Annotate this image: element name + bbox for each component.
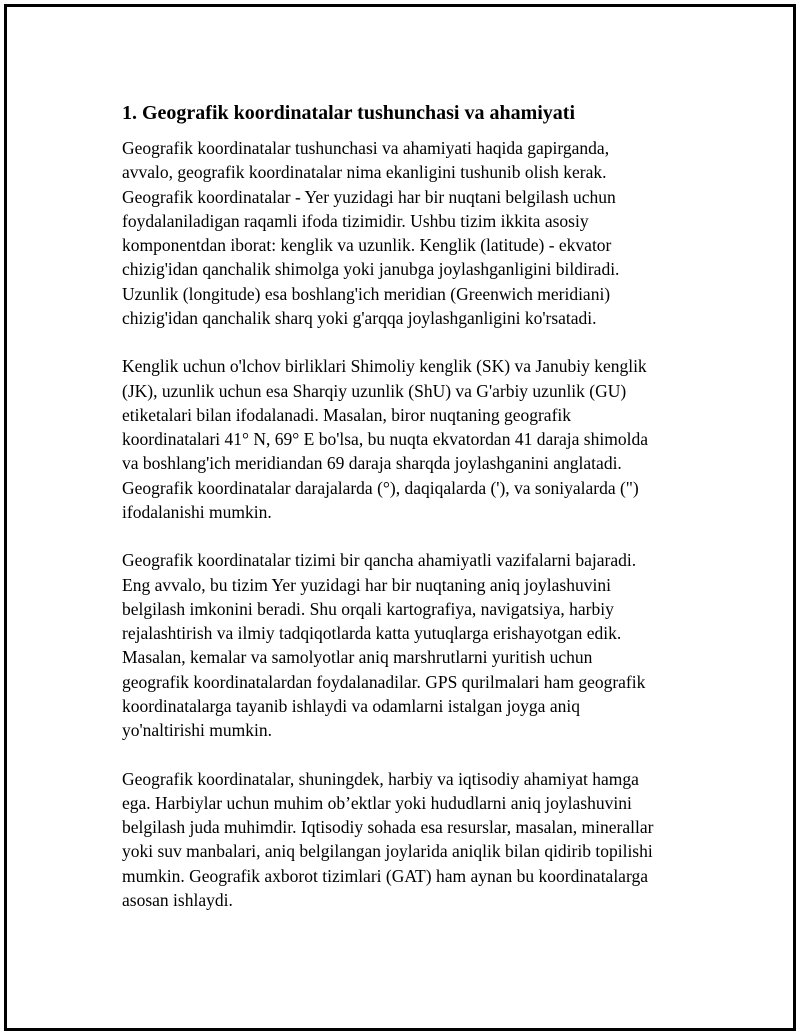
paragraph-line: yoki suv manbalari, aniq belgilangan joylarida aniqlik bilan qidirib topilishi: [122, 841, 653, 862]
paragraph-line: Uzunlik (longitude) esa boshlang'ich meridian (Greenwich meridiani): [122, 283, 611, 304]
paragraph-line: etiketalari bilan ifodalanadi. Masalan, biror nuqtaning geografik: [122, 404, 572, 425]
paragraph-line: asosan ishlaydi.: [122, 889, 233, 910]
paragraph-line: va boshlang'ich meridiandan 69 daraja sharqda joylashganini anglatadi.: [122, 453, 622, 474]
paragraph-line: belgilash imkonini beradi. Shu orqali kartografiya, navigatsiya, harbiy: [122, 598, 614, 619]
paragraph-line: (JK), uzunlik uchun esa Sharqiy uzunlik (ShU) va G'arbiy uzunlik (GU): [122, 380, 627, 401]
document-body: [122, 99, 692, 936]
paragraph-list: [122, 136, 692, 912]
page-frame: [4, 4, 796, 1031]
paragraph-line: koordinatalarga tayanib ishlaydi va odamlarni istalgan joyga aniq: [122, 695, 580, 716]
paragraph-line: komponentdan iborat: kenglik va uzunlik. Kenglik (latitude) - ekvator: [122, 235, 612, 255]
paragraph-line: Geografik koordinatalar darajalarda (°), daqiqalarda ('), va soniyalarda ("): [122, 477, 639, 498]
paragraph-line: Geografik koordinatalar - Yer yuzidagi har bir nuqtani belgilash uchun: [122, 186, 616, 207]
paragraph: [122, 767, 692, 913]
paragraph-line: Eng avvalo, bu tizim Yer yuzidagi har bir nuqtaning aniq joylashuvini: [122, 574, 611, 595]
paragraph-line: Geografik koordinatalar tizimi bir qancha ahamiyatli vazifalarni bajaradi.: [122, 550, 637, 571]
paragraph-line: chizig'idan qanchalik shimolga yoki janubga joylashganligini bildiradi.: [122, 259, 620, 280]
section-heading: 1. Geografik koordinatalar tushunchasi va ahamiyati: [122, 102, 576, 124]
paragraph-line: Kenglik uchun o'lchov birliklari Shimoliy kenglik (SK) va Janubiy kenglik: [122, 356, 647, 377]
paragraph-line: mumkin. Geografik axborot tizimlari (GAT) ham aynan bu koordinatalarga: [122, 865, 648, 886]
paragraph-line: belgilash juda muhimdir. Iqtisodiy sohada esa resurslar, masalan, minerallar: [122, 817, 654, 837]
paragraph-line: Masalan, kemalar va samolyotlar aniq marshrutlarni yuritish uchun: [122, 647, 593, 668]
paragraph-line: koordinatalari 41° N, 69° E bo'lsa, bu nuqta ekvatordan 41 daraja shimolda: [122, 429, 648, 449]
paragraph-line: ega. Harbiylar uchun muhim ob’ektlar yoki hududlarni aniq joylashuvini: [122, 792, 632, 813]
paragraph: [122, 136, 692, 330]
paragraph-line: Geografik koordinatalar tushunchasi va ahamiyati haqida gapirganda,: [122, 138, 610, 158]
paragraph: [122, 548, 692, 742]
paragraph-line: geografik koordinatalardan foydalanadilar. GPS qurilmalari ham geografik: [122, 671, 646, 692]
paragraph-line: chizig'idan qanchalik sharq yoki g'arqqa joylashganligini ko'rsatadi.: [122, 307, 597, 328]
paragraph-line: yo'naltirishi mumkin.: [122, 720, 272, 740]
paragraph-line: Geografik koordinatalar, shuningdek, harbiy va iqtisodiy ahamiyat hamga: [122, 768, 639, 789]
paragraph-line: rejalashtirish va ilmiy tadqiqotlarda katta yutuqlarga erishayotgan edik.: [122, 623, 622, 643]
paragraph: [122, 354, 692, 524]
paragraph-line: ifodalanishi mumkin.: [122, 501, 272, 522]
paragraph-line: avvalo, geografik koordinatalar nima ekanligini tushunib olish kerak.: [122, 162, 607, 183]
paragraph-line: foydalaniladigan raqamli ifoda tizimidir. Ushbu tizim ikkita asosiy: [122, 210, 589, 231]
